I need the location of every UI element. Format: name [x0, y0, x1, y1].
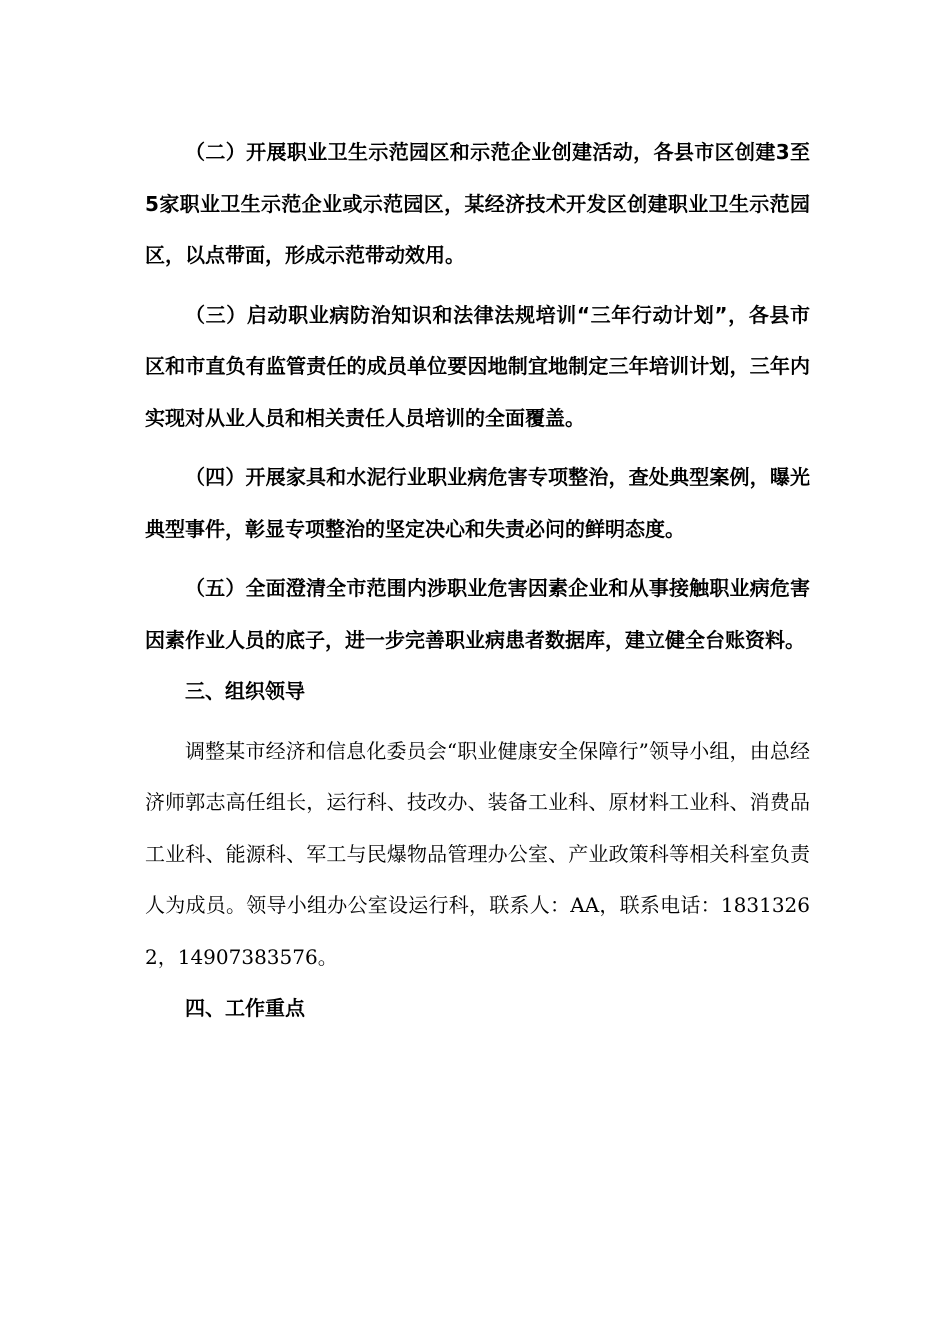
paragraph-item-4: （四）开展家具和水泥行业职业病危害专项整治，查处典型案例，曝光典型事件，彰显专项整治的坚定决心和失责必问的鲜明态度。 [145, 465, 810, 541]
paragraph-item-3: （三）启动职业病防治知识和法律法规培训“三年行动计划”，各县市区和市直负有监管责任的成员单位要因地制宜地制定三年培训计划，三年内实现对从业人员和相关责任人员培训的全面覆盖。 [145, 302, 810, 430]
section-heading-work-focus: 四、工作重点 [185, 996, 305, 1020]
section-heading-organization: 三、组织领导 [185, 679, 305, 703]
document-page [145, 127, 810, 1035]
paragraph-organization: 调整某市经济和信息化委员会“职业健康安全保障行”领导小组，由总经济师郭志高任组长，运行科、技改办、装备工业科、原材料工业科、消费品工业科、能源科、军工与民爆物品管理办公室、产业政策科等相关科室负责人为成员。领导小组办公室设运行科，联系人：AA，联系电话：18313262，14907383576。 [145, 738, 810, 969]
paragraph-item-2: （二）开展职业卫生示范园区和示范企业创建活动，各县市区创建3至5家职业卫生示范企业或示范园区，某经济技术开发区创建职业卫生示范园区，以点带面，形成示范带动效用。 [145, 140, 810, 267]
paragraph-item-5: （五）全面澄清全市范围内涉职业危害因素企业和从事接触职业病危害因素作业人员的底子，进一步完善职业病患者数据库，建立健全台账资料。 [145, 576, 810, 652]
